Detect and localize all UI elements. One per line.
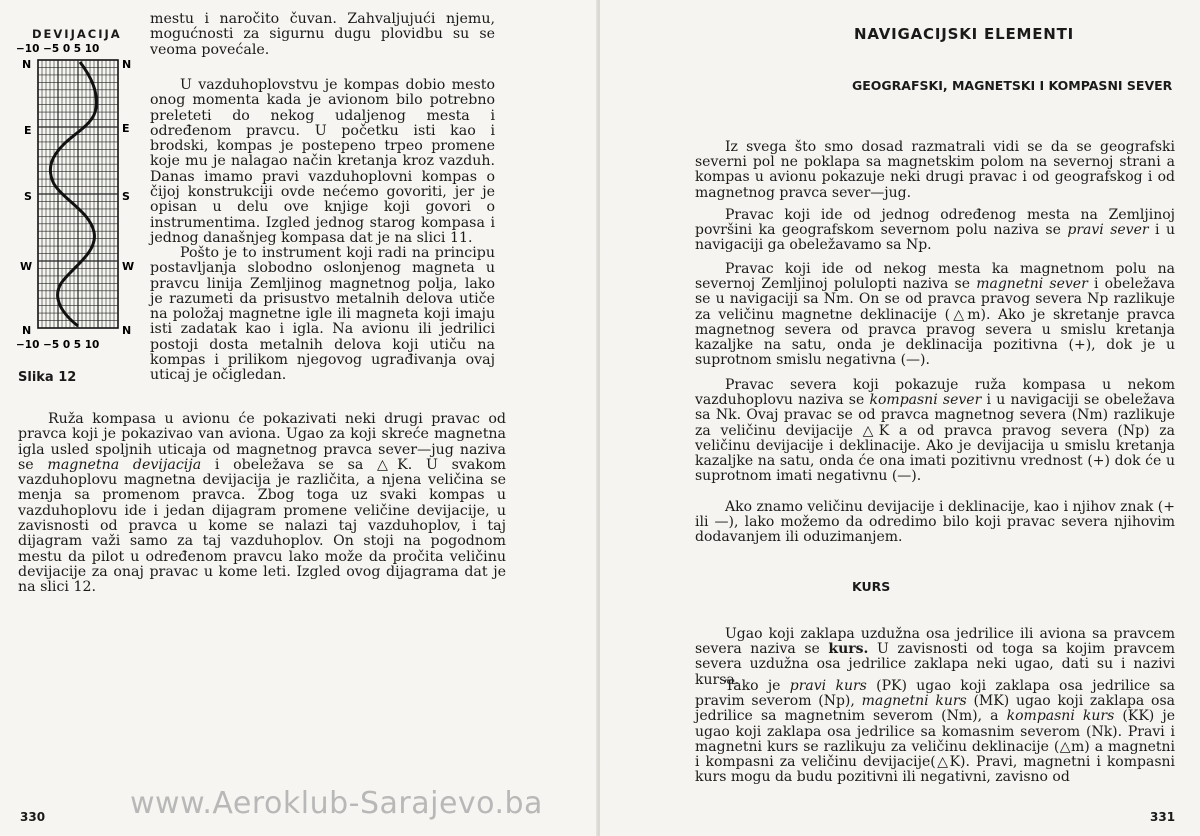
para4-term: magnetna devijacija [47, 456, 202, 473]
p3-term: magnetni sever [976, 276, 1088, 293]
p7-e: (MK) ugao koji zaklapa osa jedrilice sa magnetnim severom (Nm), a [695, 693, 1175, 725]
left-label-w: W [20, 260, 33, 273]
cardinal-right [122, 58, 134, 337]
right-label-w: W [122, 260, 135, 273]
p7-a: Tako je [725, 678, 790, 694]
left-label-e: E [24, 124, 32, 137]
left-label-n2: N [22, 324, 32, 337]
paragraph-1: mestu i naročito čuvan. Zahvaljujući njemu, mogućnosti za sigurnu dugu plovidbu su se veoma povećale. [150, 11, 495, 58]
page-number-left: 330 [20, 810, 46, 824]
left-page [0, 0, 598, 836]
section-header: NAVIGACIJSKI ELEMENTI [854, 25, 1075, 43]
paragraph-2: U vazduhoplovstvu je kompas dobio mesto onog momenta kada je avionom bilo potrebno preleteti do nekog udaljenog mesta i određenom pravcu. U početku isti kao i brodski, kompas je postepeno trpeo promene koje mu je nalagao način kretanja kroz vazduh. Danas imamo pravi vazduhoplovni kompas o čijoj konstrukciji ovde nećemo govoriti, jer je opisan u delu ove knjige koji govori o instrumentima. Izgled jednog starog kompasa i jednog današnjeg kompasa dat je na slici 11. [150, 77, 495, 246]
p7-term-pravi: pravi kurs [789, 678, 867, 694]
subheading-sever: GEOGRAFSKI, MAGNETSKI I KOMPASNI SEVER [852, 78, 1173, 93]
paragraph-4 [18, 412, 506, 596]
figure-title: DEVIJACIJA [32, 27, 122, 41]
para4-part-a: Ruža kompasa u avionu će pokazivati neki drugi pravac od pravca koji je pokazivao van aviona. Ugao za koji skreće magnetna igla usled spoljnih uticaja od magnetnog pravca sever—jug naziva se [18, 411, 506, 473]
cardinal-left [20, 58, 32, 337]
p6-term: kurs. [828, 641, 869, 658]
deviation-diagram [14, 28, 142, 358]
figure-caption: Slika 12 [18, 370, 77, 385]
bottom-scale: −10 −5 0 5 10 [16, 339, 100, 351]
grid [38, 60, 118, 328]
right-label-n2: N [122, 324, 132, 337]
p7-term-magnetni: magnetni kurs [861, 693, 967, 710]
p7-g: (KK) je ugao koji zaklapa osa jedrilice sa komasnim severom (Nk). Pravi i magnetni kurs se razlikuju za veličinu deklinacije (△m) a magnetni i kompasni za veličinu devijacije(△K). Pravi, magnetni i kompasni kurs mogu da budu pozitivni ili negativni, zavisno od [695, 708, 1175, 786]
right-paragraph-4 [695, 378, 1175, 484]
right-paragraph-1: Iz svega što smo dosad razmatrali vidi se da se geografski severni pol ne poklapa sa magnetskim polom na severnoj strani a kompas u avionu pokazuje neki drugi pravac i od geografskog i od magnetnog pravca sever—jug. [695, 139, 1175, 201]
p4-c: i u navigaciji se obeležava sa Nk. Ovaj pravac se od pravca magnetnog severa (Nm) razlikuje za veličinu devijacije △K a od pravca pravog severa (Np) za veličinu devijacije i deklinacije. Ako je devijacija u smislu kretanja kazaljke na satu, onda će ona imati pozitivnu vrednost (+) dok će u suprotnom imati negativnu (—). [695, 392, 1175, 485]
right-paragraph-2 [695, 208, 1175, 254]
right-paragraph-5: Ako znamo veličinu devijacije i deklinacije, kao i njihov znak (+ ili —), lako možemo da odredimo bilo koji pravac severa njihovim dodavanjem ili oduzimanjem. [695, 499, 1175, 546]
paragraph-3: Pošto je to instrument koji radi na principu postavljanja slobodno oslonjenog magneta u pravcu linija Zemljinog magnetnog polja, lako je razumeti da prisustvo metalnih delova utiče na položaj magnetne igle ili magneta koji imaju isti zadatak kao i igla. Na avionu ili jedrilici postoji dosta metalnih delova koji utiču na kompas i prilikom njegovog ugrađivanja ovaj uticaj je očigledan. [150, 245, 495, 384]
p7-term-kompasni: kompasni kurs [1006, 708, 1115, 725]
p6-c: U zavisnosti od toga sa kojim pravcem severa uzdužna osa jedrilice zaklapa neki ugao, dati su i nazivi kursa. [695, 641, 1175, 688]
left-label-n: N [22, 58, 32, 71]
right-label-n: N [122, 58, 132, 71]
p6-a: Ugao koji zaklapa uzdužna osa jedrilice ili aviona sa pravcem severa naziva se [695, 626, 1175, 658]
p2-a: Pravac koji ide od jednog određenog mesta na Zemljinoj površini ka geografskom severnom polu naziva se [695, 207, 1175, 239]
p4-term: kompasni sever [869, 392, 982, 409]
watermark: www.Aeroklub-Sarajevo.ba [130, 786, 543, 821]
right-paragraph-3 [695, 262, 1175, 368]
right-label-e: E [122, 122, 130, 135]
p7-c: (PK) ugao koji zaklapa osa jedrilice sa pravim severom (Np), [695, 678, 1175, 710]
p4-a: Pravac severa koji pokazuje ruža kompasa u nekom vazduhoplovu naziva se [695, 377, 1175, 409]
para4-part-c: i obeležava se sa △K. U svakom vazduhoplovu magnetna devijacija je različita, a njena veličina se menja sa promenom pravca. Zbog toga uz svaki kompas u vazduhoplovu ide i jedan dijagram promene veličine devijacije, u zavisnosti od pravca u kome se nalazi taj vazduhoplov, i taj dijagram važi samo za taj vazduhoplov. On stoji na pogodnom mestu da pilot u određenom pravcu lako može da pročita veličinu devijacije za onaj pravac u kome leti. Izgled ovog dijagrama dat je na slici 12. [18, 456, 506, 596]
top-scale: −10 −5 0 5 10 [16, 43, 100, 55]
page-number-right: 331 [1150, 810, 1176, 824]
right-paragraph-7 [695, 679, 1175, 785]
right-label-s: S [122, 190, 130, 203]
p3-a: Pravac koji ide od nekog mesta ka magnetnom polu na severnoj Zemljinoj polulopti naziva se [695, 261, 1175, 293]
p2-term: pravi sever [1067, 222, 1149, 239]
p2-c: i u navigaciji ga obeležavamo sa Np. [695, 222, 1175, 254]
subheading-kurs: KURS [852, 579, 891, 594]
left-label-s: S [24, 190, 32, 203]
p3-c: i obeležava se u navigaciji sa Nm. On se od pravca pravog severa Np razlikuje za veličinu magnetne deklinacije (△m). Ako je skretanje pravca magnetnog severa od pravca pravog severa u smislu kretanja kazaljke na satu, onda je deklinacija pozitivna (+), dok je u suprotnom smislu negativna (—). [695, 276, 1176, 369]
